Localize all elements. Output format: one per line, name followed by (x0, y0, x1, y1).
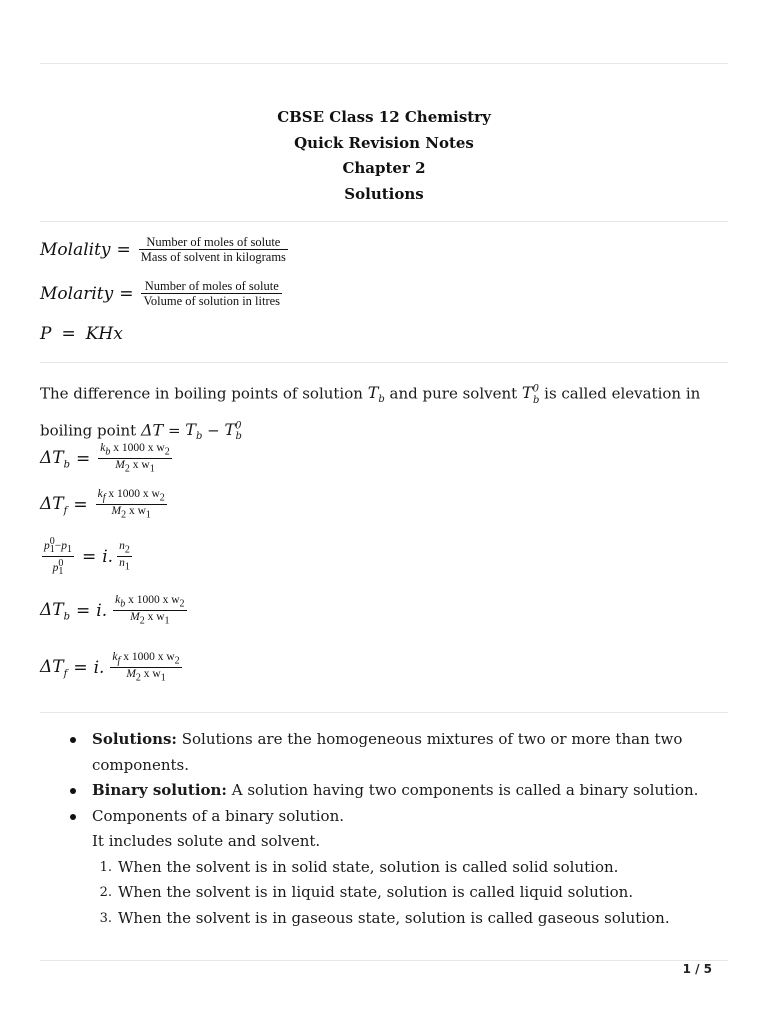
divider-1 (40, 221, 728, 222)
numbered-item: 2. When the solvent is in liquid state, solution is called liquid solution. (99, 883, 634, 901)
footer-divider (40, 960, 728, 961)
numbered-list (92, 855, 768, 932)
bullet-list (40, 727, 768, 931)
title-line-3: Chapter 2 (342, 159, 426, 177)
divider-2 (40, 362, 728, 363)
numbered-item: 3. When the solvent is in gaseous state, solution is called gaseous solution. (99, 908, 670, 927)
top-divider (40, 63, 728, 64)
page-number: 1 / 5 (682, 962, 712, 976)
delta-tf-vanthoff-formula: $\Delta T_f$ = i. $\frac{k_f x 1000 x w_2}{M_2 x w_1}$ (40, 651, 180, 684)
title-line-4: Solutions (344, 184, 424, 203)
delta-tb-formula: $\Delta T_b$ = $\frac{k_b x 1000 x w_2}{M_2 x w_1}$ (40, 442, 170, 475)
list-item: Components of a binary solution. It includes solute and solvent. 1. When the solvent is in solid state, solution is called solid solution. 2. When the solvent is in liquid state, solution is called liquid solution. 3. When the solvent is in gaseous state, solution is called gaseous solution. (92, 804, 768, 932)
list-item: Binary solution: A solution having two components is called a binary solution. (92, 778, 768, 804)
relative-lowering-formula: $\frac{p^0_1-p_1}{p^0_1}$ = i. $\frac{n_2}{n_1}$ (44, 536, 130, 578)
document-title (0, 105, 768, 207)
delta-tb-vanthoff-formula: $\Delta T_b$ = i. $\frac{k_b x 1000 x w_2}{M_2 x w_1}$ (40, 594, 185, 627)
elevation-paragraph: The difference in boiling points of solution $T_b$ and pure solvent $T^0_b$ is called elevation in boiling point $\Delta T = T_b - T^0_b$ (40, 383, 701, 443)
numbered-item: 1. When the solvent is in solid state, solution is called solid solution. (99, 857, 619, 876)
title-line-1: CBSE Class 12 Chemistry (277, 108, 491, 126)
title-line-2: Quick Revision Notes (294, 133, 474, 152)
bullet-icon (70, 788, 76, 794)
delta-tf-formula: $\Delta T_f$ = $\frac{k_f x 1000 x w_2}{M_2 x w_1}$ (40, 488, 165, 521)
bullet-icon (70, 737, 76, 743)
molality-formula: Molality = $\frac{\text{Number of moles of solute}}{\text{Mass of solvent in kilograms}}$ (40, 235, 286, 264)
henry-law-formula: P = KHx (40, 324, 123, 344)
molarity-formula: Molarity = $\frac{\text{Number of moles of solute}}{\text{Volume of solution in litres}}$ (40, 279, 281, 308)
list-item: Solutions: Solutions are the homogeneous mixtures of two or more than two components. (92, 727, 768, 778)
bullet-icon (70, 814, 76, 820)
divider-3 (40, 712, 728, 713)
